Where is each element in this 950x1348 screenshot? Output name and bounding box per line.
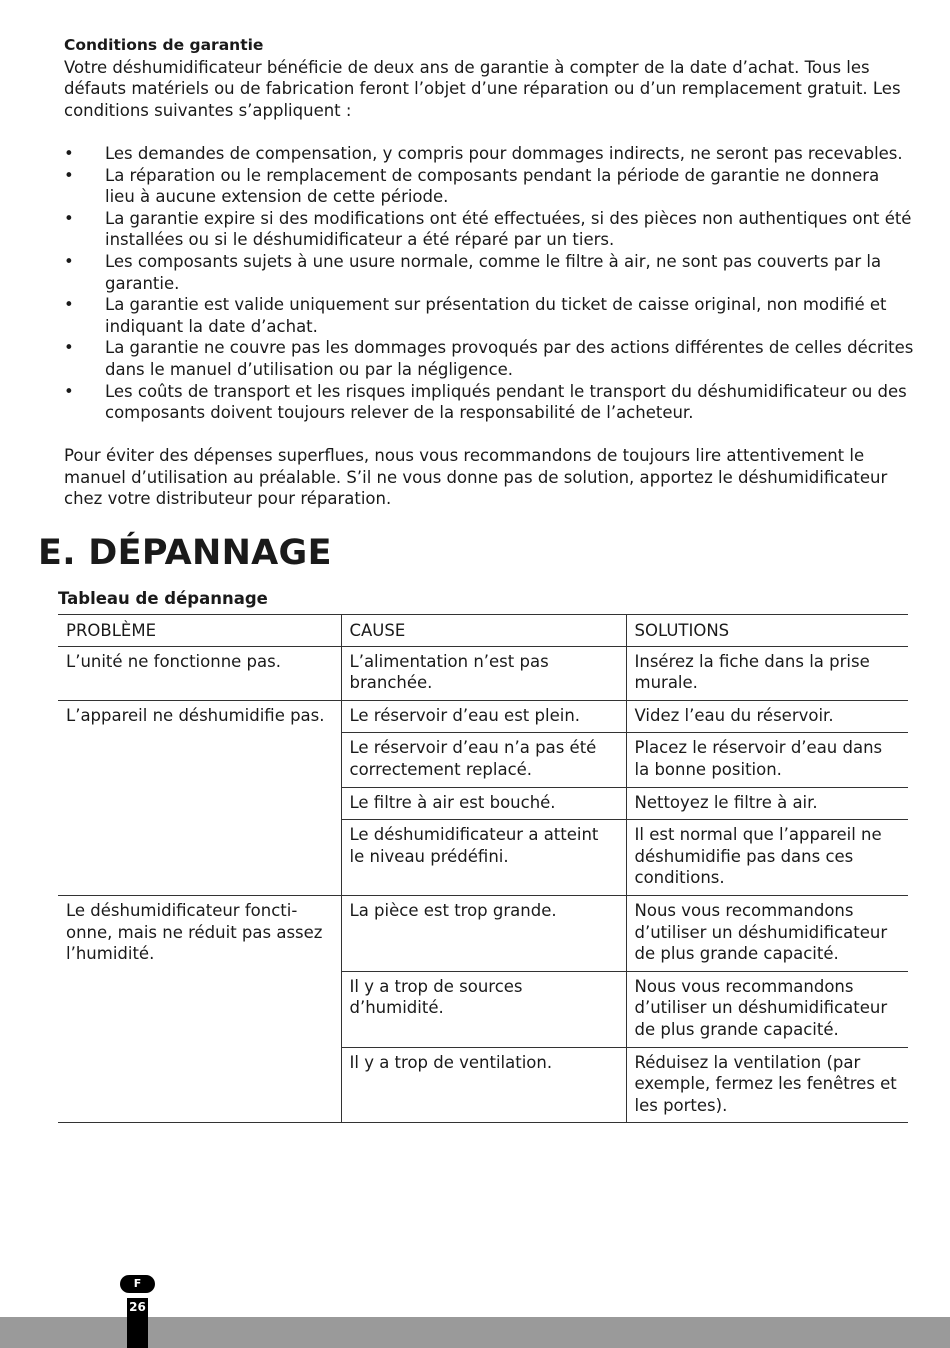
warranty-closing: Pour éviter des dépenses superflues, nous vous recommandons de toujours lire attentivement le manuel d’utilisation au préalable. S’il ne vous donne pas de solution, apportez le déshumidificateur chez votre distributeur pour réparation. [64, 446, 888, 509]
column-header-problem: PROBLÈME [58, 615, 341, 647]
list-item: • La garantie est valide uniquement sur présentation du ticket de caisse original, non modifié et indiquant la date d’achat. [64, 294, 914, 337]
cause-cell: L’alimentation n’est pas branchée. [341, 646, 626, 700]
cause-cell: Le filtre à air est bouché. [341, 787, 626, 820]
table-header-row [58, 615, 908, 647]
problem-cell: Le déshumidificateur foncti-onne, mais ne réduit pas assez l’humidité. [58, 895, 341, 1122]
column-header-solutions: SOLUTIONS [626, 615, 908, 647]
list-item: • Les coûts de transport et les risques impliqués pendant le transport du déshumidificateur ou des composants doivent toujours relever de la responsabilité de l’acheteur. [64, 381, 914, 424]
solution-cell: Videz l’eau du réservoir. [626, 700, 908, 733]
cause-cell: La pièce est trop grande. [341, 895, 626, 971]
table-title: Tableau de dépannage [58, 589, 268, 608]
cause-cell: Il y a trop de ventilation. [341, 1047, 626, 1123]
cause-cell: Le réservoir d’eau n’a pas été correctement replacé. [341, 733, 626, 787]
solution-cell: Nous vous recommandons d’utiliser un déshumidificateur de plus grande capacité. [626, 971, 908, 1047]
list-item: • La garantie ne couvre pas les dommages provoqués par des actions différentes de celles décrites dans le manuel d’utilisation ou par la négligence. [64, 337, 914, 380]
warranty-conditions-list [64, 143, 914, 424]
solution-cell: Nettoyez le filtre à air. [626, 787, 908, 820]
warranty-section [64, 35, 914, 510]
table-row [58, 700, 908, 733]
table-row [58, 895, 908, 971]
cause-cell: Le déshumidificateur a atteint le niveau prédéfini. [341, 820, 626, 896]
problem-cell: L’appareil ne déshumidifie pas. [58, 700, 341, 895]
warranty-title: Conditions de garantie [64, 36, 264, 54]
problem-cell: L’unité ne fonctionne pas. [58, 646, 341, 700]
solution-cell: Réduisez la ventilation (par exemple, fermez les fenêtres et les portes). [626, 1047, 908, 1123]
cause-cell: Le réservoir d’eau est plein. [341, 700, 626, 733]
page-number: 26 [129, 1300, 146, 1314]
solution-cell: Il est normal que l’appareil ne déshumidifie pas dans ces conditions. [626, 820, 908, 896]
list-item: • Les composants sujets à une usure normale, comme le filtre à air, ne sont pas couverts par la garantie. [64, 251, 914, 294]
solution-cell: Nous vous recommandons d’utiliser un déshumidificateur de plus grande capacité. [626, 895, 908, 971]
column-header-cause: CAUSE [341, 615, 626, 647]
warranty-intro: Votre déshumidificateur bénéficie de deux ans de garantie à compter de la date d’achat. Tous les défauts matériels ou de fabrication feront l’objet d’une réparation ou d’un remplacement gratuit. Les conditions suivantes s’appliquent : [64, 57, 901, 120]
table-row [58, 646, 908, 700]
cause-cell: Il y a trop de sources d’humidité. [341, 971, 626, 1047]
list-item: • La réparation ou le remplacement de composants pendant la période de garantie ne donnera lieu à aucune extension de cette période. [64, 165, 914, 208]
section-title: E. DÉPANNAGE [38, 533, 332, 573]
solution-cell: Insérez la fiche dans la prise murale. [626, 646, 908, 700]
list-item: • La garantie expire si des modifications ont été effectuées, si des pièces non authentiques ont été installées ou si le déshumidificateur a été réparé par un tiers. [64, 208, 914, 251]
solution-cell: Placez le réservoir d’eau dans la bonne position. [626, 733, 908, 787]
troubleshooting-table [58, 614, 908, 1123]
list-item: • Les demandes de compensation, y compris pour dommages indirects, ne seront pas recevables. [64, 143, 914, 165]
language-badge: F [120, 1275, 155, 1293]
